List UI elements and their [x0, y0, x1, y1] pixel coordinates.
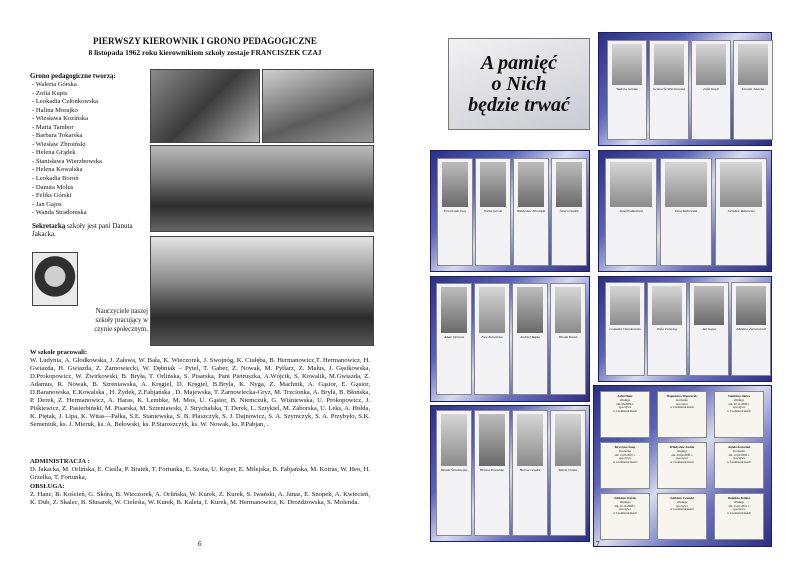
memorial-title-line-1: A pamięć — [480, 51, 558, 74]
name-card-line: spoczywa — [619, 507, 631, 512]
name-card-line: zm. 30.04.2008 r. — [671, 452, 693, 457]
staff-member: - Feliks Górski — [32, 192, 72, 200]
portrait-card — [551, 158, 587, 266]
name-card-line: zm. 15.01.2010 r. — [728, 503, 750, 508]
name-card-line: spoczywa — [733, 456, 745, 461]
portrait-card — [550, 410, 586, 536]
portrait-card — [649, 40, 689, 140]
page-heading: PIERWSZY KIEROWNIK I GRONO PEDAGOGICZNE — [93, 36, 317, 46]
staff-member: - Waleria Górska — [32, 81, 77, 88]
portrait-name: Irena Rutkowska — [674, 209, 698, 213]
name-card-line: zm. 08.2006 r. — [616, 401, 634, 406]
portrait-name: Zofia Zwierzny — [656, 327, 678, 331]
name-card-line: zm. 12.09.2009 r. — [728, 452, 750, 457]
name-card — [657, 442, 707, 489]
name-card — [714, 493, 764, 540]
service-text: Z. Hanc, B. Koścień, G. Skóra, B. Wieczorek, A. Orlińska, W. Kurek, Z. Kurek, S. Iwański, A. Janas, E. Snopek, A. Kwiecień, K. Dub, Z. Skalec, B. Słusarek, W. Cieleśta, W. Kurek, B. Kaleta, I. Kurek, M. Hermanowicz, K. Drożdżowska, S. Molenda. — [30, 491, 370, 506]
portrait-name: Józef Podlasiński — [619, 209, 643, 213]
name-card-line: spoczywa — [619, 405, 631, 410]
page-number-left: 6 — [198, 540, 202, 548]
name-card-line: spoczywa — [619, 456, 631, 461]
portrait-photo — [518, 162, 544, 207]
portrait-card — [605, 282, 645, 376]
name-card-name: Aniela Kwiecień — [727, 445, 751, 449]
staff-member: - Helena Kowalska — [32, 166, 83, 174]
name-card-name: Zdzisław Kurek — [614, 496, 636, 500]
name-card-line: w Czemierniczkach — [727, 409, 751, 414]
staff-title: Grono pedagogiczne tworzą: — [30, 72, 116, 80]
portrait-card — [437, 158, 473, 266]
staff-member: - Leokadia Boroń — [32, 175, 79, 183]
portrait-photo — [696, 44, 726, 85]
portrait-name: Genowefa Wierzbowska — [652, 87, 686, 91]
portrait-photo — [736, 286, 766, 325]
portrait-photo — [517, 414, 543, 466]
name-card-line: spoczywa — [733, 405, 745, 410]
staff-member: - Zofia Kupis — [32, 89, 68, 97]
name-card-name: Zdzisław Iwański — [670, 496, 694, 500]
portrait-name: Maria Ciosku — [558, 468, 578, 472]
portrait-photo — [555, 414, 581, 466]
volunteer-work-photo — [150, 236, 374, 346]
portrait-name: Zdzisław Żarnowiecki — [736, 327, 766, 331]
portrait-card — [660, 158, 712, 266]
portrait-card — [647, 282, 687, 376]
portrait-name: Adam Oprawa — [444, 335, 464, 339]
portrait-card — [436, 410, 472, 536]
portrait-name: Andrzej Bajda — [520, 335, 540, 339]
portrait-photo — [442, 162, 468, 207]
name-card-line: Obsługa — [620, 499, 630, 504]
portrait-photo — [610, 162, 652, 207]
portrait-name: Wanda Kurek — [558, 335, 578, 339]
portrait-card — [475, 158, 511, 266]
name-card — [657, 493, 707, 540]
portrait-card — [550, 283, 586, 395]
classroom-photo — [150, 69, 260, 143]
name-card — [714, 391, 764, 438]
portrait-photo — [556, 162, 582, 207]
admin-text: D. Jakacka, M. Orlińska, E. Cieśla, P. Bratek, T. Fortunka, E. Szota, U. Koper, E. Milejska, B. Fabjańska, M. Kotras, W. Heo, H. Grzelka, T. Fortunka, — [30, 466, 370, 481]
portrait-name: Jan Gajos — [702, 327, 716, 331]
name-card-line: Kucharka — [733, 448, 745, 453]
staff-member: - Maria Tambor — [32, 123, 74, 131]
secretary-portrait — [32, 252, 78, 306]
name-card — [600, 391, 650, 438]
workers-section — [30, 349, 370, 429]
name-card-line: w Czemierniczkach — [727, 511, 751, 516]
admin-title: ADMINISTRACJA : — [30, 458, 90, 465]
name-card-line: Kucharka — [676, 397, 688, 402]
service-section — [30, 483, 370, 507]
staff-member: - Barbara Tokarska — [32, 132, 83, 140]
staff-member: - Leokadia Członkowska — [32, 98, 98, 106]
staff-member: - Wiesława Kozińska — [32, 115, 89, 123]
staff-member: - Stanisława Wierzbowska — [32, 157, 102, 165]
secretary-note — [32, 222, 150, 238]
portrait-name: Franciszek Czaj — [444, 209, 466, 213]
portrait-photo — [665, 162, 707, 207]
name-card — [714, 442, 764, 489]
portrait-card — [715, 158, 767, 266]
name-card-name: Stanisław Skóra — [727, 394, 751, 398]
staff-member: - Danuta Molus — [32, 183, 74, 191]
portrait-name: Danuta Jakacka — [741, 87, 765, 91]
portrait-card — [513, 158, 549, 266]
portrait-photo — [555, 287, 581, 333]
staff-member: - Jan Gajos — [32, 200, 62, 208]
portrait-name: Zofia Kupis — [703, 87, 719, 91]
name-card-line: spoczywa — [676, 401, 688, 406]
staff-member: - Halina Morajko — [32, 106, 78, 114]
name-card-line: w Czemierniczkach — [613, 409, 637, 414]
portrait-name: Ewa Zarwalska — [481, 335, 503, 339]
portrait-card — [605, 158, 657, 266]
name-card-line: spoczywa — [676, 456, 688, 461]
staff-member: - Wanda Stradomska — [32, 209, 87, 217]
portrait-card — [436, 283, 472, 395]
memorial-title-line-2: o Nich — [491, 72, 547, 95]
staff-list — [32, 81, 102, 218]
staff-room-photo — [262, 69, 374, 143]
portrait-name: Leokadia Członkowska — [609, 327, 641, 331]
portrait-card — [474, 410, 510, 536]
name-card-name: Bogusława Wieczorek — [667, 394, 697, 398]
portrait-card — [512, 410, 548, 536]
name-card-line: Obsługa — [734, 499, 744, 504]
portrait-name: Wanda Śmiałowska — [440, 468, 468, 472]
portrait-name: Helena Kowalska — [479, 468, 504, 472]
teachers-note: Nauczyciele naszej szkoły pracujący w czynie społecznym. — [94, 308, 148, 333]
name-card-name: Zofia Hanc — [617, 394, 633, 398]
workers-title: W szkole pracowali: — [30, 349, 88, 356]
admin-section — [30, 458, 370, 482]
memorial-title — [448, 38, 590, 130]
page-subheading: 8 listopada 1962 roku kierownikiem szkoły zostaje FRANCISZEK CZAJ — [88, 48, 322, 57]
name-card-name: Władysław Kurek — [669, 445, 695, 449]
name-card-line: w Czemierniczkach — [727, 460, 751, 465]
name-card-line: Kucharka — [619, 448, 631, 453]
portrait-name: Józef Grządek — [559, 209, 579, 213]
name-card — [600, 493, 650, 540]
portrait-photo — [612, 44, 642, 85]
portrait-card — [689, 282, 729, 376]
portrait-photo — [610, 286, 640, 325]
portrait-name: Władysław Zbroiński — [516, 209, 546, 213]
portrait-photo — [652, 286, 682, 325]
name-card-line: zm. 20.11.2006 r. — [728, 401, 750, 406]
portrait-photo — [479, 414, 505, 466]
portrait-name: Feliks Górski — [483, 209, 503, 213]
memorial-title-line-3: będzie trwać — [468, 93, 570, 116]
staff-member: - Wiesław Zbroiński — [32, 140, 86, 148]
service-title: OBSŁUGA: — [30, 483, 65, 490]
name-card-line: w Czemierniczkach — [670, 460, 694, 465]
group-photo — [150, 145, 374, 232]
portrait-photo — [441, 287, 467, 333]
portrait-card — [474, 283, 510, 395]
portrait-photo — [654, 44, 684, 85]
name-card-line: w Czemierniczkach — [670, 405, 694, 410]
name-card-line: zm. 22.10.2008 r. — [614, 503, 636, 508]
portrait-name: Helena Grądek — [519, 468, 541, 472]
portrait-photo — [517, 287, 543, 333]
name-card — [657, 391, 707, 438]
portrait-card — [731, 282, 771, 376]
portrait-card — [733, 40, 773, 140]
staff-member: - Helena Grądek — [32, 149, 76, 157]
portrait-photo — [720, 162, 762, 207]
portrait-name: Waleria Górska — [616, 87, 638, 91]
workers-text: W. Ludynia, A. Głodkowska, J. Załswa, W. Bała, K. Wieczorek, J. Swojnóg, K. Ciułęba, B. Hermanowicz,T. Hermanowicz, H. Gwiazda, H. Gwiazda, Z. Żarnowiecki, W. Dębniak – Pytel, T. Gaber, Z. Nowak, M. Pytlarz, Z. Malus, J. Gęsikowska, D.Prokopowicz, W. Żwirkowski, B. Bryła, T. Orlińska, S. Pisarska, Pani Pietruszka, A.Wójcik, S. Kowalik, M.Gwiazda, Z. Adamus, R. Nowak, B. Szreniawska, A. Kręgiel, D. Kręgiel, B.Bryła, K. Nyga, Z. Machnik, A. Gąsior, E. Gąsior, D.Baranowska, E.Kowalska , H. Żydek, Z.Fabjańska , D. Majewska, T. Żarnowiecka-Gryz, M. Trzcionka, A. Bryła, B. Błońska, P. Derek, Z. Hermanowicz, A. Haras, K. Lembke, M. Moś, U. Gąsior, B. Niemczuk, G. Wiśniewska, U. Prokopowicz, J. Piśkiewicz, Z. Pasierbiński, M. Pisarska, M. Szreniawski, J. Strychalska, T. Derek, L. Sztykiel, M. Zaborska, U. Leks, A. Hołda, K. Piętak, J. Lipa, K. Witas—Pałka, S.E. Staniewska, S. B. Płaszczyk, S. J. Dajnowicz, S. A. Szymczyk, S. A. Przybyło, S.K. Semeniuk, ks. J. Mieruk, ks. A. Bełowski, ks. P.Staroszczyk, ks. W. Nowak, ks. P.Pabjan, . — [30, 357, 370, 428]
portrait-photo — [480, 162, 506, 207]
portrait-photo — [694, 286, 724, 325]
name-card-line: Obsługa — [677, 448, 687, 453]
name-card-line: w Czemierniczkach — [613, 460, 637, 465]
portrait-card — [691, 40, 731, 140]
page-number-right: 7 — [596, 540, 600, 548]
name-card-name: Bolesław Kaleta — [728, 496, 750, 500]
name-card-line: Obsługa — [677, 499, 687, 504]
name-card-line: zm. 15.03.2007 r. — [614, 452, 636, 457]
portrait-photo — [441, 414, 467, 466]
portrait-card — [512, 283, 548, 395]
name-card-line: spoczywa — [733, 507, 745, 512]
portrait-name: Jarosław Rutkowski — [727, 209, 755, 213]
name-card-line: w Czemierniczkach — [670, 507, 694, 512]
name-card-line: spoczywa — [676, 503, 688, 508]
portrait-photo — [479, 287, 505, 333]
secretary-text: szkoły jest pani Danuta Jakacka. — [32, 222, 133, 238]
name-card-name: Krystyna Snop — [614, 445, 636, 449]
secretary-label: Sekretarką — [32, 222, 66, 230]
name-card-line: Obsługa — [734, 397, 744, 402]
portrait-photo — [738, 44, 768, 85]
name-card-line: w Czemierniczkach — [613, 511, 637, 516]
portrait-card — [607, 40, 647, 140]
name-card-line: Obsługa — [620, 397, 630, 402]
name-card — [600, 442, 650, 489]
